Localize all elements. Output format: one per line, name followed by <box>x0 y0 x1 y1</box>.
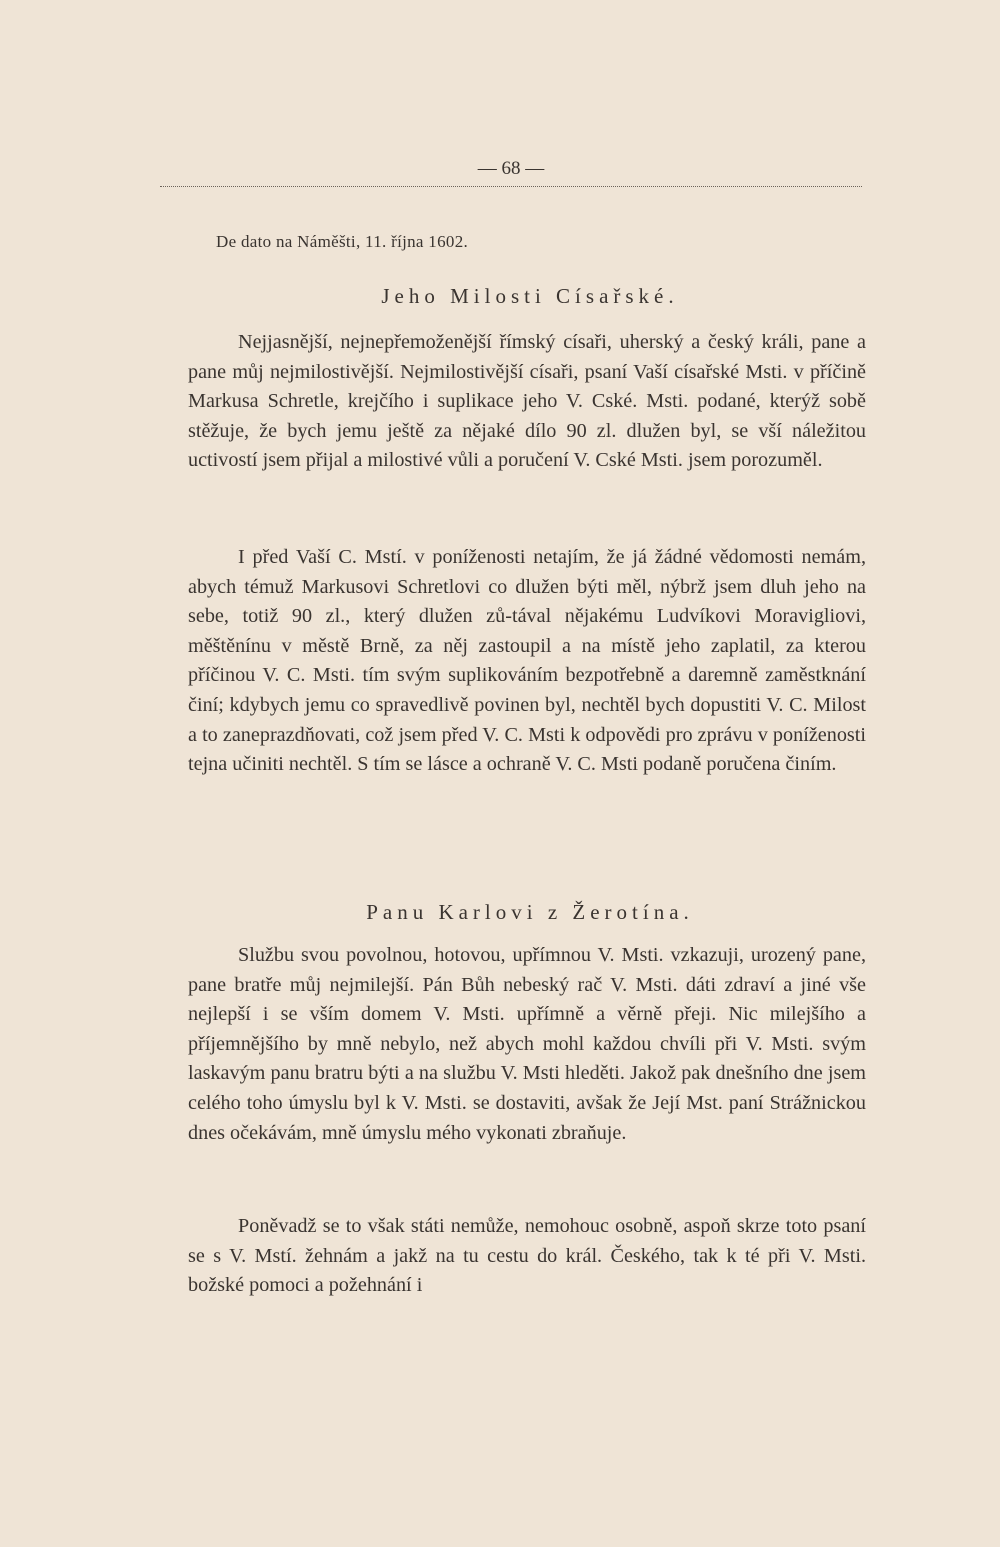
letter-heading-zerotin: Panu Karlovi z Žerotína. <box>366 900 694 924</box>
letter-heading-emperor: Jeho Milosti Císařské. <box>381 284 679 308</box>
paragraph: Nejjasnější, nejnepřemoženější římský císaři, uherský a český králi, pane a pane můj nejmilostivější. Nejmilostivější císaři, psaní Vaší císařské Msti. v příčině Markusa Schretle, krejčího i suplikace jeho V. Cské. Msti. podané, kterýž sobě stěžuje, že bych jemu ještě za nějaké dílo 90 zl. dlužen byl, se vší náležitou uctivostí jsem přijal a milostivé vůli a poručení V. Cské Msti. jsem porozuměl. <box>188 331 866 472</box>
paragraph: Službu svou povolnou, hotovou, upřímnou V. Msti. vzkazuji, urozený pane, pane bratře můj nejmilejší. Pán Bůh nebeský rač V. Msti. dáti zdraví a jiné vše nejlepší i se vším domem V. Msti. upřímně a věrně přeji. Nic milejšího a příjemnějšího by mně nebylo, než abych mohl každou chvíli při V. Msti. svým laskavým panu bratru býti a na službu V. Msti hleděti. Jakož pak dnešního dne jsem celého toho úmyslu byl k V. Msti. se dostaviti, avšak že Její Mst. paní Strážnickou dnes očekávám, mně úmyslu mého vykonati zbraňuje. <box>188 944 866 1144</box>
dateline: De dato na Náměšti, 11. října 1602. <box>216 232 469 251</box>
paragraph: I před Vaší C. Mstí. v poníženosti netajím, že já žádné vědomosti nemám, abych témuž Markusovi Schretlovi co dlužen býti měl, nýbrž jsem dluh jeho na sebe, totiž 90 zl., který dlužen zů-tával nějakému Ludvíkovi Moravigliovi, měštěnínu v městě Brně, za něj zastoupil a na místě jeho zaplatil, za kterou příčinou V. C. Msti. tím svým suplikováním bezpotřebně a daremně zaměstknání činí; kdybych jemu co spravedlivě povinen byl, nechtěl bych dopustiti V. C. Milost a to zaneprazdňovati, což jsem před V. C. Msti k odpovědi pro zprávu v poníženosti tejna učiniti nechtěl. S tím se lásce a ochraně V. C. Msti podaně poručena činím. <box>188 546 866 776</box>
page-number: — 68 — <box>477 158 545 179</box>
header-rule <box>160 186 862 187</box>
paragraph: Poněvadž se to však státi nemůže, nemohouc osobně, aspoň skrze toto psaní se s V. Mstí. žehnám a jakž na tu cestu do král. Českého, tak k té při V. Msti. božské pomoci a požehnání i <box>188 1215 866 1297</box>
